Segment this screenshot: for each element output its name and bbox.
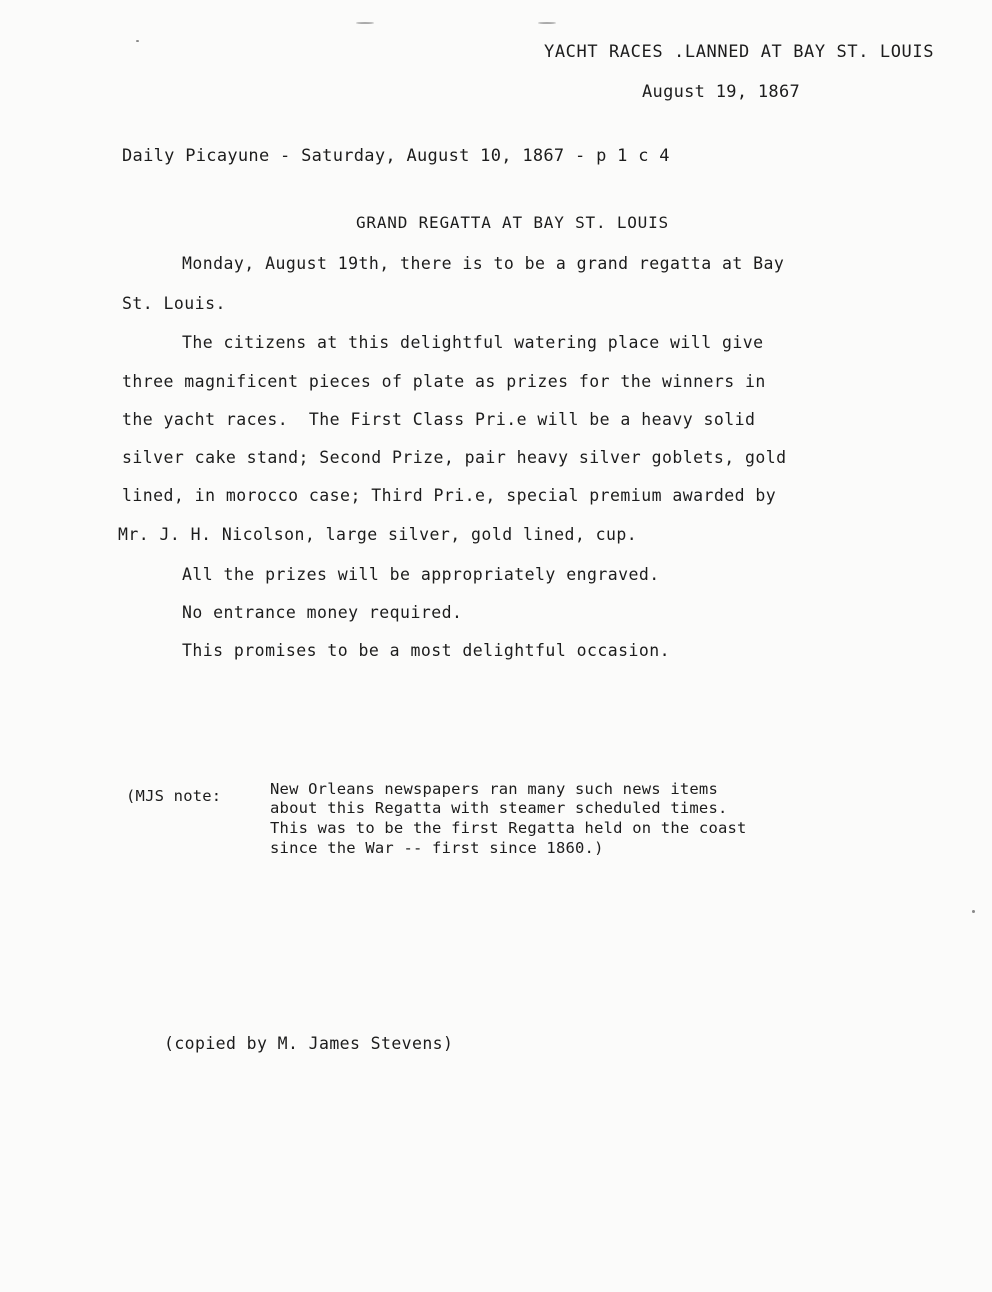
source-citation: Daily Picayune - Saturday, August 10, 1867 - p 1 c 4: [122, 146, 670, 166]
note-label: (MJS note:: [126, 787, 222, 805]
article-line: This promises to be a most delightful occasion.: [182, 641, 671, 660]
article-line: The citizens at this delightful watering place will give: [182, 333, 764, 352]
note-line: since the War -- first since 1860.): [270, 839, 604, 857]
article-line: Mr. J. H. Nicolson, large silver, gold lined, cup.: [118, 525, 638, 544]
scan-speck: [136, 40, 139, 42]
article-line: silver cake stand; Second Prize, pair heavy silver goblets, gold: [122, 448, 787, 467]
article-line: Monday, August 19th, there is to be a grand regatta at Bay: [182, 254, 785, 273]
article-line: All the prizes will be appropriately engraved.: [182, 565, 660, 584]
scan-speck: [356, 22, 374, 24]
copied-by-credit: (copied by M. James Stevens): [164, 1034, 454, 1053]
article-line: lined, in morocco case; Third Pri.e, special premium awarded by: [122, 486, 777, 505]
article-line: No entrance money required.: [182, 603, 463, 622]
note-line: This was to be the first Regatta held on the coast: [270, 819, 747, 837]
note-line: New Orleans newspapers ran many such news items: [270, 780, 718, 798]
note-line: about this Regatta with steamer scheduled times.: [270, 799, 728, 817]
scan-speck: [538, 22, 556, 24]
article-line: three magnificent pieces of plate as prizes for the winners in: [122, 372, 766, 391]
article-line: St. Louis.: [122, 294, 226, 313]
article-line: the yacht races. The First Class Pri.e will be a heavy solid: [122, 410, 756, 429]
document-title: YACHT RACES .LANNED AT BAY ST. LOUIS: [544, 42, 935, 62]
scan-speck: [972, 910, 975, 913]
article-headline: GRAND REGATTA AT BAY ST. LOUIS: [356, 213, 669, 232]
document-date: August 19, 1867: [642, 82, 801, 102]
